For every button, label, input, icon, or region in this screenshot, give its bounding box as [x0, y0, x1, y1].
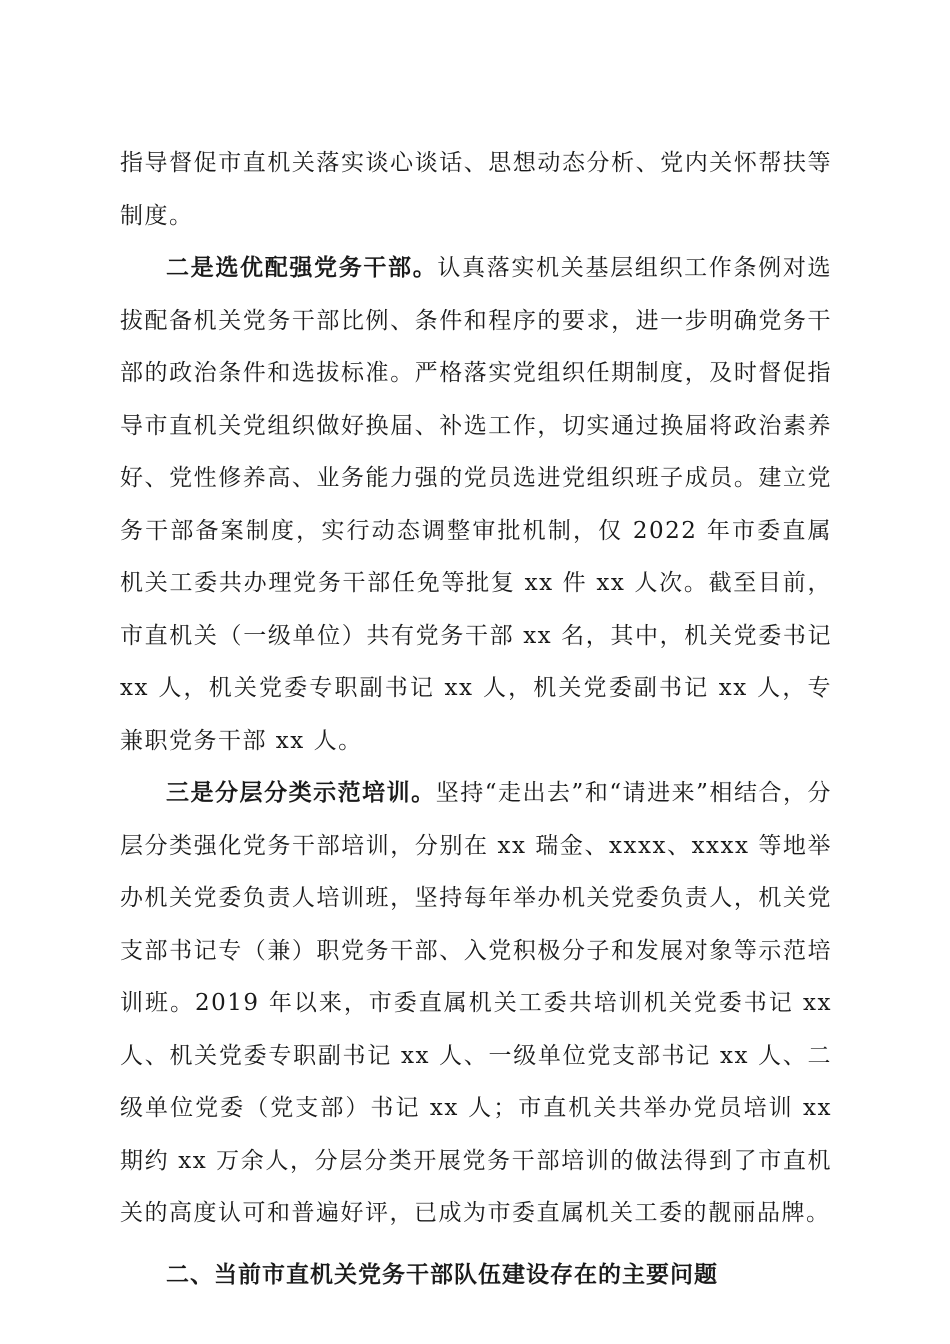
paragraph-select-cadres — [120, 242, 832, 767]
paragraph-training — [120, 767, 832, 1240]
paragraph-lead: 二是选优配强党务干部。 — [166, 254, 438, 281]
paragraph-continuation — [120, 137, 832, 242]
paragraph-lead: 三是分层分类示范培训。 — [166, 779, 436, 806]
paragraph-text: 认真落实机关基层组织工作条例对选拔配备机关党务干部比例、条件和程序的要求，进一步明确党务干部的政治条件和选拔标准。严格落实党组织任期制度，及时督促指导市直机关党组织做好换届、补选工作，切实通过换届将政治素养好、党性修养高、业务能力强的党员选进党组织班子成员。建立党务干部备案制度，实行动态调整审批机制，仅 2022 年市委直属机关工委共办理党务干部任免等批复 xx 件 xx 人次。截至目前，市直机关（一级单位）共有党务干部 xx 名，其中，机关党委书记 xx 人，机关党委专职副书记 xx 人，机关党委副书记 xx 人，专兼职党务干部 xx 人。 — [120, 255, 833, 754]
paragraph-text: 指导督促市直机关落实谈心谈话、思想动态分析、党内关怀帮扶等制度。 — [120, 150, 832, 229]
section-heading: 二、当前市直机关党务干部队伍建设存在的主要问题 — [166, 1261, 718, 1288]
document-body — [120, 137, 832, 1301]
paragraph-text: 坚持“走出去”和“请进来”相结合，分层分类强化党务干部培训，分别在 xx 瑞金、xxxx、xxxx 等地举办机关党委负责人培训班，坚持每年举办机关党委负责人，机关党支部书记专（兼）职党务干部、入党积极分子和发展对象等示范培训班。2019 年以来，市委直属机关工委共培训机关党委书记 xx 人、机关党委专职副书记 xx 人、一级单位党支部书记 xx 人、二级单位党委（党支部）书记 xx 人；市直机关共举办党员培训 xx 期约 xx 万余人，分层分类开展党务干部培训的做法得到了市直机关的高度认可和普遍好评，已成为市委直属机关工委的靓丽品牌。 — [120, 780, 832, 1226]
